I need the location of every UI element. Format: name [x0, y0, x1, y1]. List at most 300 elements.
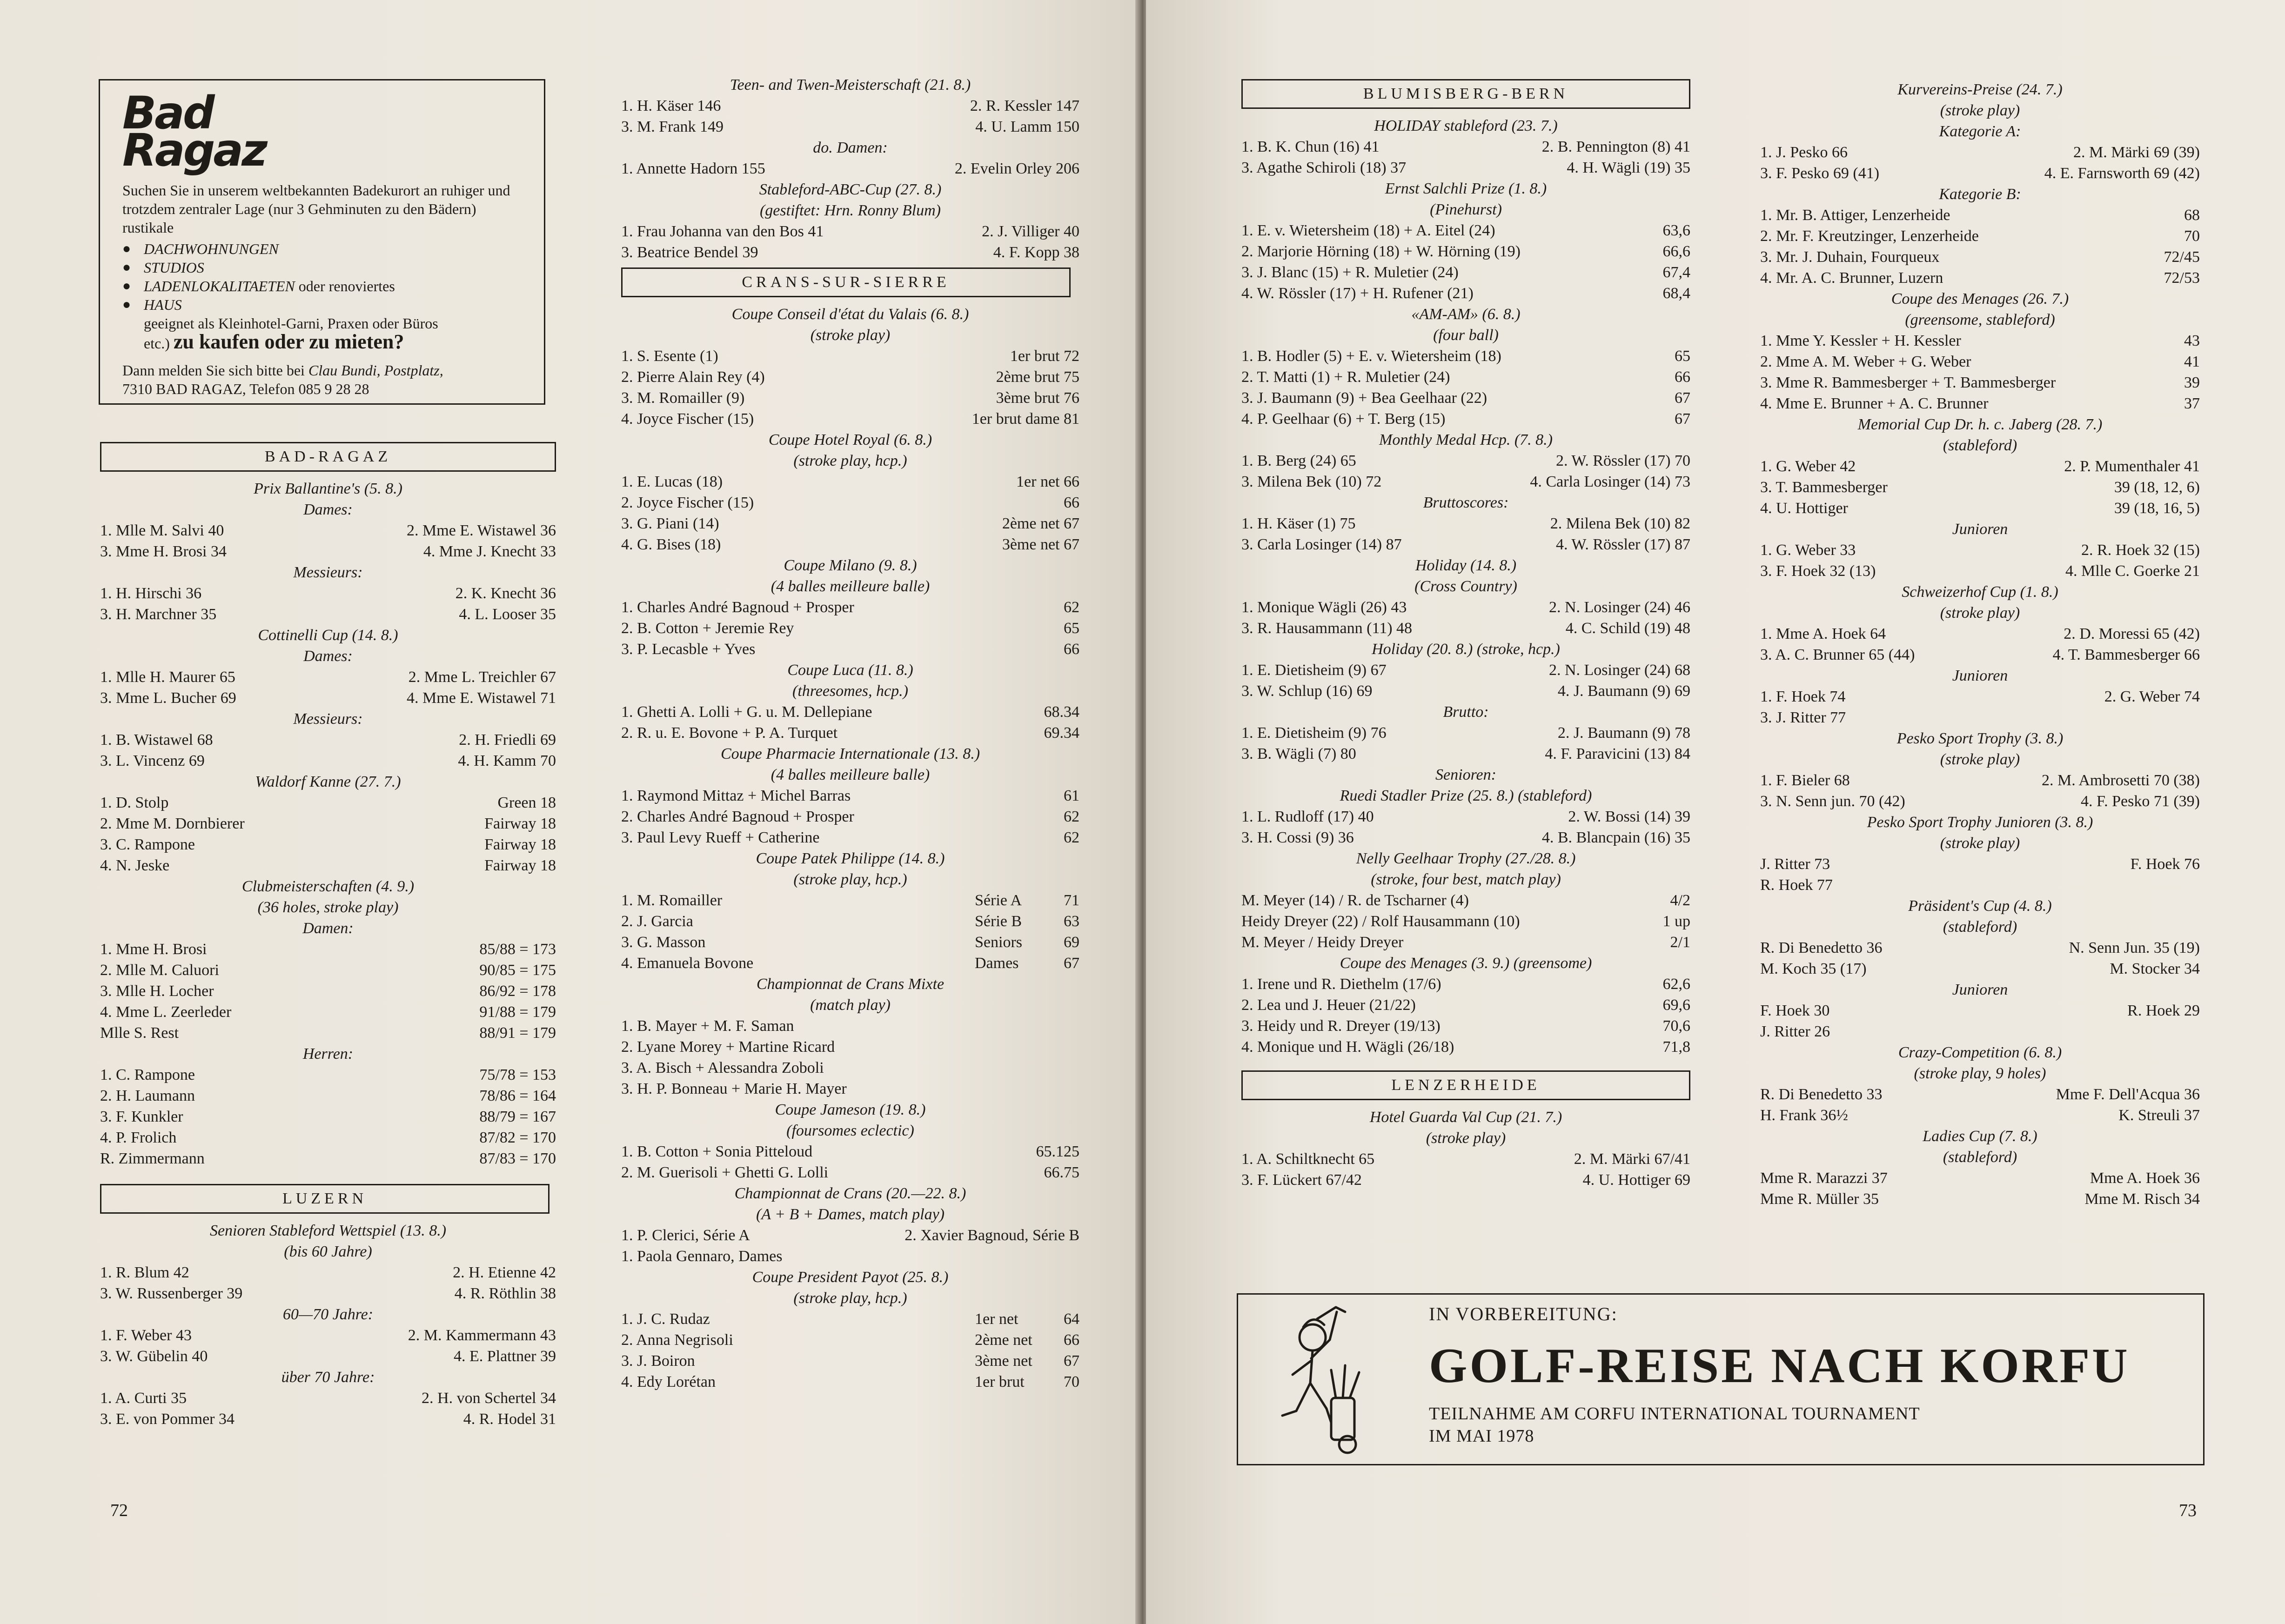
korfu-line1: IN VORBEREITUNG: [1429, 1303, 1618, 1324]
result-row [1241, 220, 1690, 241]
result-left: 3. Mme H. Brosi 34 [100, 543, 227, 560]
event-heading-text: Championnat de Crans (20.—22. 8.) [734, 1185, 966, 1202]
result-row [1241, 388, 1690, 408]
result-row [1241, 1149, 1690, 1170]
result-row [1241, 1170, 1690, 1190]
result-right: 69 [1064, 934, 1079, 951]
event-heading-text: Monthly Medal Hcp. (7. 8.) [1379, 431, 1553, 448]
result-right: 70,6 [1662, 1017, 1690, 1035]
result-left: 1. B. Berg (24) 65 [1241, 452, 1356, 469]
event-heading [1760, 79, 2200, 100]
result-left: 3. J. Blanc (15) + R. Muletier (24) [1241, 264, 1459, 281]
result-row [621, 492, 1079, 513]
result-left: 3. B. Wägli (7) 80 [1241, 745, 1356, 762]
col2 [621, 74, 1079, 1392]
event-heading-text: (match play) [810, 996, 891, 1014]
korfu-line4: IM MAI 1978 [1429, 1426, 1535, 1446]
result-row [621, 597, 1079, 618]
ad-contact: Dann melden Sie sich bitte bei Clau Bundi, Postplatz, 7310 BAD RAGAZ, Telefon 085 9 28 28 [122, 362, 443, 397]
result-left: 1. D. Stolp [100, 794, 169, 811]
result-row [621, 702, 1079, 722]
result-left: J. Ritter 73 [1760, 855, 1830, 873]
result-row [1760, 686, 2200, 707]
logo-line1: Bad [122, 87, 213, 139]
event-heading [1241, 785, 1690, 806]
result-left: 1. Raymond Mittaz + Michel Barras [621, 787, 851, 804]
result-right: Fairway 18 [484, 857, 556, 874]
result-left: 2. Mr. F. Kreutzinger, Lenzerheide [1760, 227, 1979, 245]
result-row [1241, 827, 1690, 848]
result-left: 3. E. von Pommer 34 [100, 1410, 235, 1428]
event-heading-text: (stroke play) [1940, 102, 2020, 119]
result-left: 1. F. Hoek 74 [1760, 688, 1846, 705]
event-heading-text: Coupe Conseil d'état du Valais (6. 8.) [731, 306, 969, 323]
event-heading [621, 429, 1079, 450]
result-left: 4. Mme L. Zeerleder [100, 1003, 232, 1021]
event-heading-text: Brutto: [1443, 703, 1489, 721]
section-header-blumisberg: BLUMISBERG-BERN [1241, 79, 1690, 109]
result-left: 1. Frau Johanna van den Bos 41 [621, 223, 824, 240]
result-row [1760, 875, 2200, 896]
result-left: 2. B. Cotton + Jeremie Rey [621, 620, 794, 637]
result-row [1760, 707, 2200, 728]
results-crans [621, 304, 1079, 1392]
result-left: 1. R. Blum 42 [100, 1264, 189, 1281]
result-left: 2. M. Guerisoli + Ghetti G. Lolli [621, 1164, 829, 1181]
event-heading [1241, 953, 1690, 974]
result-right: 41 [2184, 353, 2200, 370]
event-heading-text: (foursomes eclectic) [786, 1122, 914, 1139]
section-header-bad-ragaz: BAD-RAGAZ [100, 442, 556, 472]
result-right: Mme F. Dell'Acqua 36 [2056, 1086, 2200, 1103]
event-heading [1241, 199, 1690, 220]
result-right: 2. M. Märki 67/41 [1574, 1150, 1690, 1168]
result-row [1241, 408, 1690, 429]
result-left: 4. W. Rössler (17) + H. Rufener (21) [1241, 285, 1474, 302]
result-right: 1er brut 72 [1010, 348, 1079, 365]
result-right: 2ème net 67 [1002, 515, 1079, 532]
result-left: 3. Mr. J. Duhain, Fourqueux [1760, 248, 1940, 266]
result-right: 39 (18, 12, 6) [2114, 479, 2200, 496]
result-right: 87/83 = 170 [479, 1150, 556, 1167]
event-heading-text: Nelly Geelhaar Trophy (27./28. 8.) [1356, 850, 1576, 867]
result-right: 67 [1675, 410, 1690, 428]
result-row [1760, 1000, 2200, 1021]
event-heading [621, 1204, 1079, 1225]
result-row [1241, 890, 1690, 911]
result-left: 1. G. Weber 42 [1760, 458, 1856, 475]
event-heading-text: Schweizerhof Cup (1. 8.) [1902, 583, 2058, 601]
event-heading-text: (Cross Country) [1414, 578, 1517, 595]
result-left: 2. Charles André Bagnoud + Prosper [621, 808, 854, 825]
event-heading-text: Dames: [303, 501, 353, 518]
result-left: 1. S. Esente (1) [621, 348, 718, 365]
result-row [1760, 267, 2200, 288]
result-right: 66 [1064, 641, 1079, 658]
result-left: 2. Joyce Fischer (15) [621, 494, 754, 511]
event-heading [1760, 309, 2200, 330]
result-row [100, 1148, 556, 1169]
result-left: 3. Beatrice Bendel 39 [621, 244, 758, 261]
result-right: 4. U. Lamm 150 [975, 118, 1079, 135]
result-row [1760, 1084, 2200, 1105]
result-row [100, 1283, 556, 1304]
result-left: M. Koch 35 (17) [1760, 960, 1867, 977]
result-row [100, 541, 556, 562]
result-right: F. Hoek 76 [2130, 855, 2200, 873]
result-category: Série B [975, 913, 1022, 930]
result-left: R. Zimmermann [100, 1150, 205, 1167]
result-left: 3. N. Senn jun. 70 (42) [1760, 793, 1905, 810]
event-heading [1760, 916, 2200, 937]
event-heading-text: (stroke play, hcp.) [793, 1290, 907, 1307]
result-left: 3. F. Kunkler [100, 1108, 183, 1125]
result-right: 2. H. Etienne 42 [453, 1264, 556, 1281]
result-row [621, 471, 1079, 492]
logo-line2: Ragaz [122, 124, 266, 176]
result-row [1241, 346, 1690, 367]
korfu-line3: TEILNAHME AM CORFU INTERNATIONAL TOURNAMENT [1429, 1404, 1920, 1424]
result-left: 3. W. Schlup (16) 69 [1241, 682, 1373, 700]
result-row [621, 1016, 1079, 1036]
result-left: 3. G. Masson [621, 934, 706, 951]
result-row [1241, 618, 1690, 639]
event-heading-text: Coupe des Menages (26. 7.) [1891, 290, 2069, 307]
result-category: 1er brut [975, 1373, 1025, 1390]
event-heading [1760, 812, 2200, 833]
result-right: 66 [1064, 1331, 1079, 1349]
result-category: 2ème net [975, 1331, 1032, 1349]
event-heading [1241, 764, 1690, 785]
result-right: 62 [1064, 599, 1079, 616]
event-heading [621, 137, 1079, 158]
result-row [621, 1309, 1079, 1330]
result-row [1760, 540, 2200, 561]
result-left: 3. A. Bisch + Alessandra Zoboli [621, 1059, 824, 1076]
result-right: Green 18 [497, 794, 556, 811]
result-row [621, 158, 1079, 179]
event-heading [621, 869, 1079, 890]
result-right: 2. R. Kessler 147 [970, 97, 1079, 114]
result-row [100, 834, 556, 855]
result-left: 2. Marjorie Hörning (18) + W. Hörning (19) [1241, 243, 1521, 260]
result-row [100, 1262, 556, 1283]
result-right: 4. Mme E. Wistawel 71 [407, 689, 556, 707]
event-heading [621, 325, 1079, 346]
event-heading [621, 743, 1079, 764]
result-right: R. Hoek 29 [2127, 1002, 2200, 1019]
result-left: 2. Pierre Alain Rey (4) [621, 368, 765, 386]
result-row [1760, 205, 2200, 226]
result-row [100, 667, 556, 688]
event-heading-text: Hotel Guarda Val Cup (21. 7.) [1369, 1109, 1562, 1126]
result-left: 2. Lyane Morey + Martine Ricard [621, 1038, 835, 1056]
result-left: 3. G. Piani (14) [621, 515, 719, 532]
event-heading [1241, 115, 1690, 136]
result-left: 2. Anna Negrisoli [621, 1331, 733, 1349]
result-left: H. Frank 36½ [1760, 1107, 1848, 1124]
result-left: 1. H. Käser (1) 75 [1241, 515, 1356, 532]
result-right: Mme A. Hoek 36 [2090, 1170, 2200, 1187]
result-left: 1. Mlle H. Maurer 65 [100, 668, 235, 686]
result-left: 1. L. Rudloff (17) 40 [1241, 808, 1374, 825]
result-left: 1. B. Mayer + M. F. Saman [621, 1017, 794, 1035]
result-row [100, 1409, 556, 1430]
result-left: 1. E. v. Wietersheim (18) + A. Eitel (24) [1241, 222, 1495, 239]
result-right: 69.34 [1044, 724, 1079, 742]
result-left: 1. E. Lucas (18) [621, 473, 723, 490]
result-right: 1er net 66 [1016, 473, 1079, 490]
result-left: 4. N. Jeske [100, 857, 170, 874]
event-heading [100, 625, 556, 646]
result-left: 2. Mme A. M. Weber + G. Weber [1760, 353, 1971, 370]
result-left: M. Meyer (14) / R. de Tscharner (4) [1241, 892, 1469, 909]
result-left: 1. Mr. B. Attiger, Lenzerheide [1760, 207, 1950, 224]
result-right: 69,6 [1662, 996, 1690, 1014]
result-right: 66 [1675, 368, 1690, 386]
result-left: 3. W. Russenberger 39 [100, 1285, 243, 1302]
event-heading [100, 1241, 556, 1262]
result-right: 4. F. Pesko 71 (39) [2080, 793, 2200, 810]
event-heading [100, 918, 556, 939]
result-row [621, 785, 1079, 806]
event-heading-text: über 70 Jahre: [281, 1369, 375, 1386]
result-left: 3. P. Lecasble + Yves [621, 641, 756, 658]
result-left: 3. T. Bammesberger [1760, 479, 1888, 496]
event-heading [621, 1120, 1079, 1141]
bad-ragaz-ad [99, 79, 545, 405]
result-left: 1. Ghetti A. Lolli + G. u. M. Dellepiane [621, 703, 872, 721]
result-right: 63,6 [1662, 222, 1690, 239]
event-heading [100, 1043, 556, 1064]
result-row [621, 1036, 1079, 1057]
ad-item-list [122, 240, 525, 333]
result-row [100, 855, 556, 876]
result-left: 4. Mr. A. C. Brunner, Luzern [1760, 269, 1943, 287]
result-row [100, 813, 556, 834]
result-right: K. Streuli 37 [2118, 1107, 2200, 1124]
result-row [621, 242, 1079, 263]
event-heading [100, 646, 556, 667]
result-row [621, 722, 1079, 743]
result-left: 3. C. Rampone [100, 836, 195, 853]
result-right: 68,4 [1662, 285, 1690, 302]
event-heading-text: (4 balles meilleure balle) [771, 766, 930, 783]
event-heading [1760, 665, 2200, 686]
page-number-right: 73 [2179, 1501, 2197, 1520]
col4 [1760, 79, 2200, 1210]
result-right: 61 [1064, 787, 1079, 804]
result-right: Fairway 18 [484, 815, 556, 832]
result-left: 3. A. C. Brunner 65 (44) [1760, 646, 1915, 663]
result-row [621, 513, 1079, 534]
event-heading-text: (stableford) [1943, 1149, 2017, 1166]
event-heading [1760, 1063, 2200, 1084]
result-right: 70 [2184, 227, 2200, 245]
event-heading [621, 848, 1079, 869]
result-right: 4. Mlle C. Goerke 21 [2065, 562, 2200, 580]
results-teen-twen [621, 74, 1079, 263]
result-row [100, 1388, 556, 1409]
result-row [621, 534, 1079, 555]
event-heading [621, 681, 1079, 702]
result-row [1241, 681, 1690, 702]
result-right: 62,6 [1662, 976, 1690, 993]
result-right: 4. L. Looser 35 [459, 606, 556, 623]
event-heading-text: «AM-AM» (6. 8.) [1411, 306, 1521, 323]
event-heading-text: Prix Ballantine's (5. 8.) [254, 480, 402, 497]
event-heading [1760, 184, 2200, 205]
event-heading-text: (stroke play, 9 holes) [1914, 1065, 2046, 1082]
result-left: 1. E. Dietisheim (9) 76 [1241, 724, 1387, 742]
result-row [1241, 283, 1690, 304]
event-heading-text: Junioren [1952, 667, 2008, 684]
result-row [100, 1325, 556, 1346]
result-row [1760, 226, 2200, 247]
event-heading-text: Coupe Patek Philippe (14. 8.) [756, 850, 945, 867]
result-right: 71 [1064, 892, 1079, 909]
event-heading-text: Stableford-ABC-Cup (27. 8.) [759, 181, 942, 198]
result-left: 1. Mlle M. Salvi 40 [100, 522, 224, 539]
event-heading-text: (A + B + Dames, match play) [756, 1206, 945, 1223]
event-heading-text: do. Damen: [813, 139, 888, 156]
section-header-lenzerheide: LENZERHEIDE [1241, 1070, 1690, 1100]
result-row [1241, 534, 1690, 555]
result-left: 3. H. P. Bonneau + Marie H. Mayer [621, 1080, 847, 1097]
result-left: 2. Lea und J. Heuer (21/22) [1241, 996, 1416, 1014]
result-left: 1. F. Bieler 68 [1760, 772, 1850, 789]
page-number-left: 72 [110, 1501, 128, 1520]
event-heading-text: Memorial Cup Dr. h. c. Jaberg (28. 7.) [1857, 416, 2103, 433]
result-row [1760, 958, 2200, 979]
event-heading-text: Holiday (14. 8.) [1415, 557, 1517, 574]
event-heading [621, 74, 1079, 95]
result-right: 87/82 = 170 [479, 1129, 556, 1146]
result-row [1241, 806, 1690, 827]
results-lenzerheide-cont [1760, 79, 2200, 1210]
result-right: 2. H. Friedli 69 [459, 731, 556, 749]
result-left: 1. H. Hirschi 36 [100, 585, 202, 602]
result-right: 1er brut dame 81 [972, 410, 1079, 428]
result-right: 4. E. Plattner 39 [453, 1348, 556, 1365]
event-heading [621, 179, 1079, 200]
result-row [100, 960, 556, 981]
result-row [621, 1330, 1079, 1350]
result-row [1760, 937, 2200, 958]
ad-item: ● STUDIOS [122, 258, 525, 277]
result-row [621, 116, 1079, 137]
result-row [1241, 157, 1690, 178]
result-right: 2. H. von Schertel 34 [422, 1390, 556, 1407]
result-right: 4. C. Schild (19) 48 [1565, 620, 1690, 637]
result-row [1760, 854, 2200, 875]
result-right: 2. W. Rössler (17) 70 [1556, 452, 1690, 469]
result-left: 1. C. Rampone [100, 1066, 195, 1083]
event-heading [1760, 581, 2200, 602]
result-right: 2. G. Weber 74 [2104, 688, 2200, 705]
result-right: 67 [1675, 389, 1690, 407]
result-row [621, 890, 1079, 911]
result-left: 1. Mme A. Hoek 64 [1760, 625, 1886, 642]
event-heading-text: Coupe Hotel Royal (6. 8.) [768, 431, 932, 448]
result-row [1760, 456, 2200, 477]
result-right: 70 [1064, 1373, 1079, 1390]
result-left: 2. T. Matti (1) + R. Muletier (24) [1241, 368, 1450, 386]
result-left: 3. F. Pesko 69 (41) [1760, 165, 1880, 182]
result-right: 86/92 = 178 [479, 982, 556, 1000]
event-heading [621, 555, 1079, 576]
event-heading [1760, 519, 2200, 540]
result-row [1760, 393, 2200, 414]
left-page [0, 0, 1139, 1624]
result-left: 1. B. Hodler (5) + E. v. Wietersheim (18) [1241, 348, 1501, 365]
event-heading [1241, 702, 1690, 722]
result-right: 2/1 [1670, 934, 1690, 951]
result-right: 2. N. Losinger (24) 46 [1548, 599, 1690, 616]
event-heading-text: Kategorie B: [1939, 186, 2021, 203]
event-heading [621, 1183, 1079, 1204]
result-row [100, 1085, 556, 1106]
result-row [1760, 330, 2200, 351]
event-heading-text: Coupe Milano (9. 8.) [784, 557, 917, 574]
result-left: 4. P. Frolich [100, 1129, 177, 1146]
ad-item: ● HAUS geeignet als Kleinhotel-Garni, Praxen oder Büros [122, 295, 525, 333]
result-row [1241, 241, 1690, 262]
result-right: 4. H. Kamm 70 [458, 752, 556, 769]
event-heading [1241, 848, 1690, 869]
result-left: 3. Milena Bek (10) 72 [1241, 473, 1382, 490]
result-right: 4. E. Farnsworth 69 (42) [2044, 165, 2200, 182]
result-right: 2. Mme L. Treichler 67 [408, 668, 556, 686]
event-heading [1241, 869, 1690, 890]
result-right: 62 [1064, 829, 1079, 846]
result-right: 67,4 [1662, 264, 1690, 281]
event-heading [621, 1099, 1079, 1120]
result-left: 1. H. Käser 146 [621, 97, 721, 114]
event-heading-text: (4 balles meilleure balle) [771, 578, 930, 595]
result-right: 68 [2184, 207, 2200, 224]
ad-logo [122, 87, 525, 176]
result-row [621, 408, 1079, 429]
result-right: 3ème brut 76 [996, 389, 1079, 407]
event-heading-text: 60—70 Jahre: [282, 1306, 374, 1323]
result-left: 3. Carla Losinger (14) 87 [1241, 536, 1402, 553]
result-left: 3. R. Hausammann (11) 48 [1241, 620, 1413, 637]
result-category: Série A [975, 892, 1022, 909]
event-heading-text: (stableford) [1943, 918, 2017, 936]
event-heading [1760, 728, 2200, 749]
result-right: 2. B. Pennington (8) 41 [1541, 138, 1690, 155]
result-left: J. Ritter 26 [1760, 1023, 1830, 1040]
result-row [1760, 142, 2200, 163]
result-row [100, 1346, 556, 1367]
result-right: 85/88 = 173 [479, 941, 556, 958]
result-right: 2. K. Knecht 36 [455, 585, 556, 602]
result-right: 62 [1064, 808, 1079, 825]
result-left: 2. J. Garcia [621, 913, 693, 930]
event-heading [621, 995, 1079, 1016]
result-row [1760, 623, 2200, 644]
event-heading-text: (stroke play) [1426, 1129, 1506, 1147]
event-heading-text: Messieurs: [293, 564, 363, 581]
event-heading-text: (stroke play, hcp.) [793, 452, 907, 469]
event-heading [1241, 492, 1690, 513]
result-left: F. Hoek 30 [1760, 1002, 1830, 1019]
section-header-crans: CRANS-SUR-SIERRE [621, 267, 1071, 297]
ad-buy-rent: etc.) zu kaufen oder zu mieten? [144, 330, 404, 353]
event-heading-text: Coupe Jameson (19. 8.) [775, 1101, 926, 1118]
event-heading [1760, 1042, 2200, 1063]
